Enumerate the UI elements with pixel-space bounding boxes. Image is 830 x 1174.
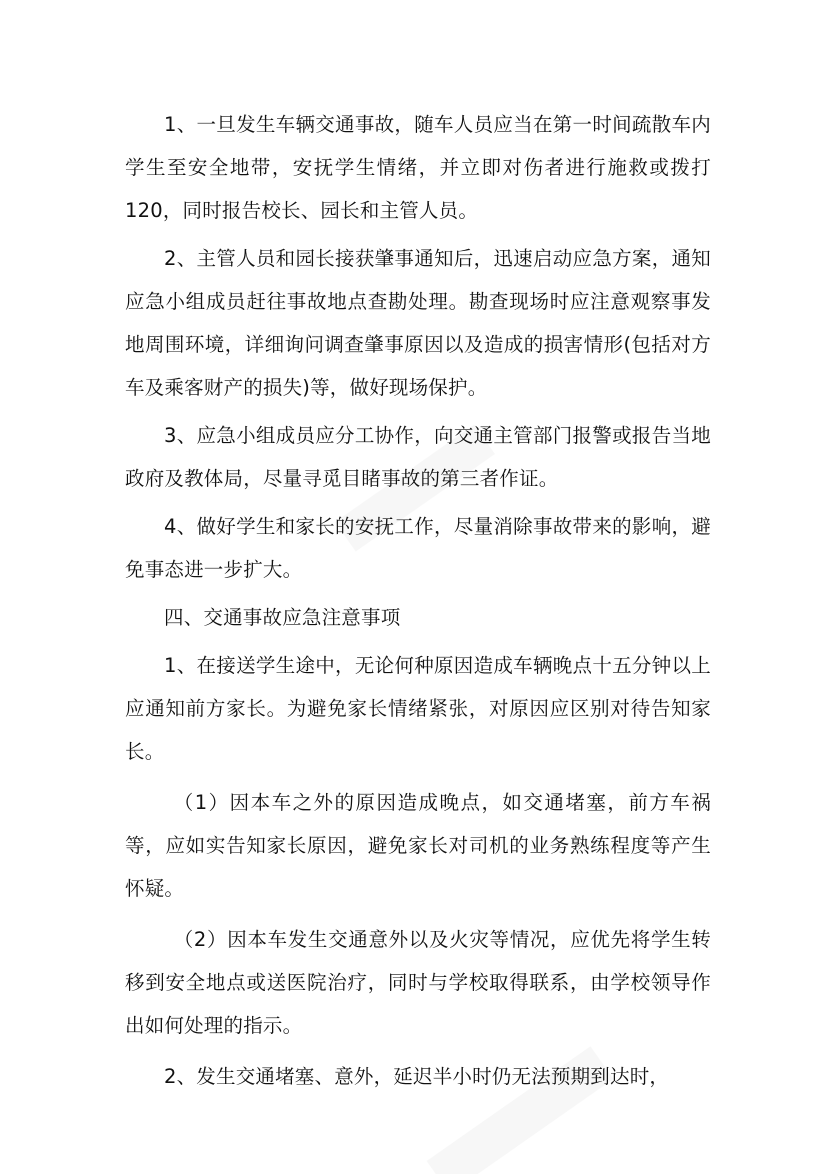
paragraph-5: 1、在接送学生途中，无论何种原因造成车辆晚点十五分钟以上应通知前方家长。为避免家长情绪紧张，对原因应区别对待告知家长。	[125, 654, 711, 763]
document-body	[125, 103, 711, 1098]
sub-item-1: （1）因本车之外的原因造成晚点，如交通堵塞，前方车祸等，应如实告知家长原因，避免家长对司机的业务熟练程度等产生怀疑。	[125, 791, 711, 900]
paragraph-3: 3、应急小组成员应分工协作，向交通主管部门报警或报告当地政府及教体局，尽量寻觅目睹事故的第三者作证。	[125, 424, 711, 490]
paragraph-6: 2、发生交通堵塞、意外，延迟半小时仍无法预期到达时，	[164, 1065, 670, 1088]
paragraph-2: 2、主管人员和园长接获肇事通知后，迅速启动应急方案，通知应急小组成员赶往事故地点查勘处理。勘查现场时应注意观察事发地周围环境，详细询问调查肇事原因以及造成的损害情形(包括对方车及乘客财产的损失)等，做好现场保护。	[125, 247, 711, 399]
paragraph-4: 4、做好学生和家长的安抚工作，尽量消除事故带来的影响，避免事态进一步扩大。	[125, 515, 711, 581]
paragraph-1: 1、一旦发生车辆交通事故，随车人员应当在第一时间疏散车内学生至安全地带，安抚学生情绪，并立即对伤者进行施救或拨打 120，同时报告校长、园长和主管人员。	[125, 113, 711, 222]
section-heading: 四、交通事故应急注意事项	[164, 606, 401, 629]
sub-item-2: （2）因本车发生交通意外以及火灾等情况，应优先将学生转移到安全地点或送医院治疗，同时与学校取得联系，由学校领导作出如何处理的指示。	[125, 928, 711, 1037]
